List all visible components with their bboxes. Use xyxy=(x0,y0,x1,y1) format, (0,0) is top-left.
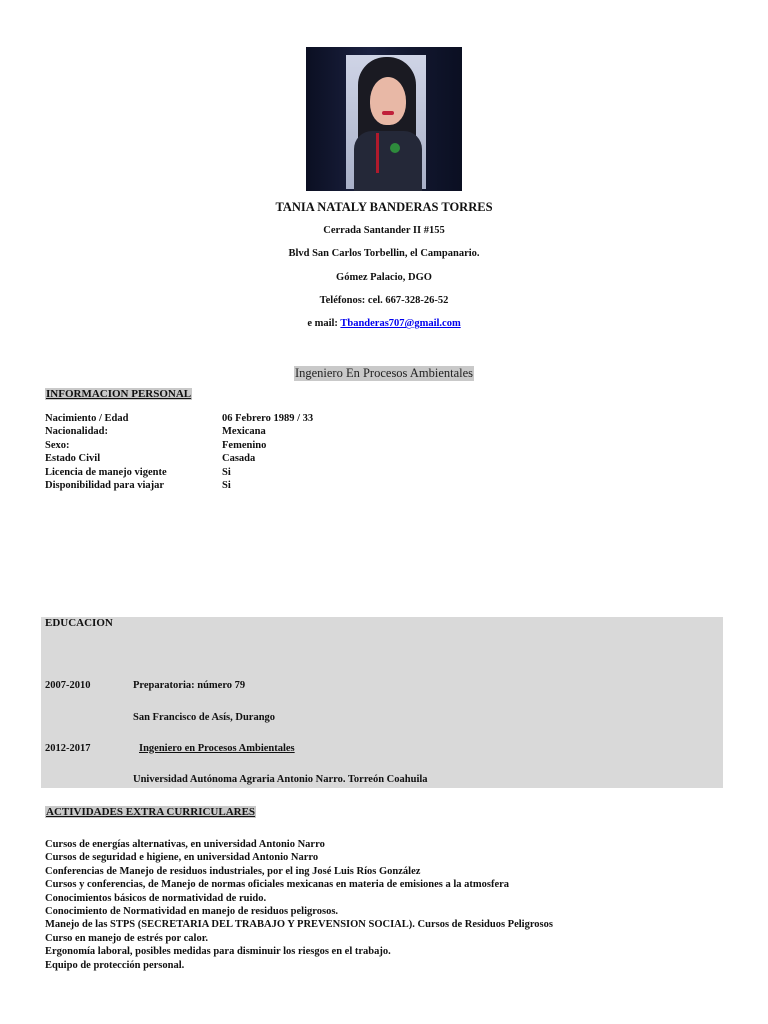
profile-photo xyxy=(306,47,462,191)
info-row xyxy=(45,466,445,479)
info-label: Estado Civil xyxy=(45,453,101,465)
info-row xyxy=(45,425,445,438)
info-label: Disponibilidad para viajar xyxy=(45,479,165,491)
candidate-name: TANIA NATALY BANDERAS TORRES xyxy=(275,200,493,214)
info-value: Si xyxy=(222,479,231,491)
email-line xyxy=(0,318,768,329)
info-row xyxy=(45,452,445,465)
personal-info-table xyxy=(45,412,445,492)
section-personal-title: INFORMACION PERSONAL xyxy=(46,388,192,400)
activity-item: Equipo de protección personal. xyxy=(45,959,185,971)
info-value: 06 Febrero 1989 / 33 xyxy=(222,413,314,424)
activity-item: Ergonomía laboral, posibles medidas para disminuir los riesgos en el trabajo. xyxy=(45,946,391,958)
info-value: Si xyxy=(222,466,231,478)
section-activities-heading xyxy=(45,806,256,818)
activity-item: Cursos y conferencias, de Manejo de normas oficiales mexicanas en materia de emisiones a la atmosfera xyxy=(45,879,510,891)
info-value: Femenino xyxy=(222,439,267,451)
address-line: Cerrada Santander II #155 xyxy=(323,225,445,236)
section-activities-title: ACTIVIDADES EXTRA CURRICULARES xyxy=(46,806,256,818)
info-value: Casada xyxy=(222,453,256,465)
education-section xyxy=(41,617,723,788)
education-years: 2012-2017 xyxy=(45,743,91,754)
activity-item: Cursos de energías alternativas, en universidad Antonio Narro xyxy=(45,839,325,850)
address-line: Blvd San Carlos Torbellin, el Campanario. xyxy=(288,248,480,259)
info-label: Sexo: xyxy=(45,439,70,451)
section-personal-heading xyxy=(45,388,192,400)
activity-item: Conferencias de Manejo de residuos industriales, por el ing José Luis Ríos González xyxy=(45,865,421,877)
info-row xyxy=(45,439,445,452)
info-label: Nacimiento / Edad xyxy=(45,413,129,424)
phone-line: Teléfonos: cel. 667-328-26-52 xyxy=(319,295,449,306)
education-place: Universidad Autónoma Agraria Antonio Narro. Torreón Coahuila xyxy=(133,774,428,785)
email-link[interactable]: Tbanderas707@gmail.com xyxy=(340,318,461,329)
info-label: Licencia de manejo vigente xyxy=(45,466,167,478)
activities-list xyxy=(45,838,745,972)
address-line: Gómez Palacio, DGO xyxy=(336,272,432,283)
section-education-title: EDUCACION xyxy=(45,617,113,629)
education-title: Preparatoria: número 79 xyxy=(133,680,246,691)
info-row xyxy=(45,479,445,492)
info-label: Nacionalidad: xyxy=(45,426,109,438)
activity-item: Curso en manejo de estrés por calor. xyxy=(45,932,209,944)
education-title: Ingeniero en Procesos Ambientales xyxy=(139,743,295,754)
activity-item: Conocimiento de Normatividad en manejo de residuos peligrosos. xyxy=(45,905,339,917)
info-value: Mexicana xyxy=(222,426,266,438)
activity-item: Conocimientos básicos de normatividad de ruido. xyxy=(45,892,267,904)
email-label: e mail: xyxy=(307,318,341,329)
activity-item: Cursos de seguridad e higiene, en universidad Antonio Narro xyxy=(45,852,319,864)
info-row xyxy=(45,412,445,425)
education-years: 2007-2010 xyxy=(45,680,91,691)
role-heading: Ingeniero En Procesos Ambientales xyxy=(294,366,474,380)
activity-item: Manejo de las STPS (SECRETARIA DEL TRABAJO Y PREVENSION SOCIAL). Cursos de Residuos Peligrosos xyxy=(45,919,553,931)
role-heading-wrap xyxy=(0,364,768,382)
education-place: San Francisco de Asís, Durango xyxy=(133,712,276,723)
